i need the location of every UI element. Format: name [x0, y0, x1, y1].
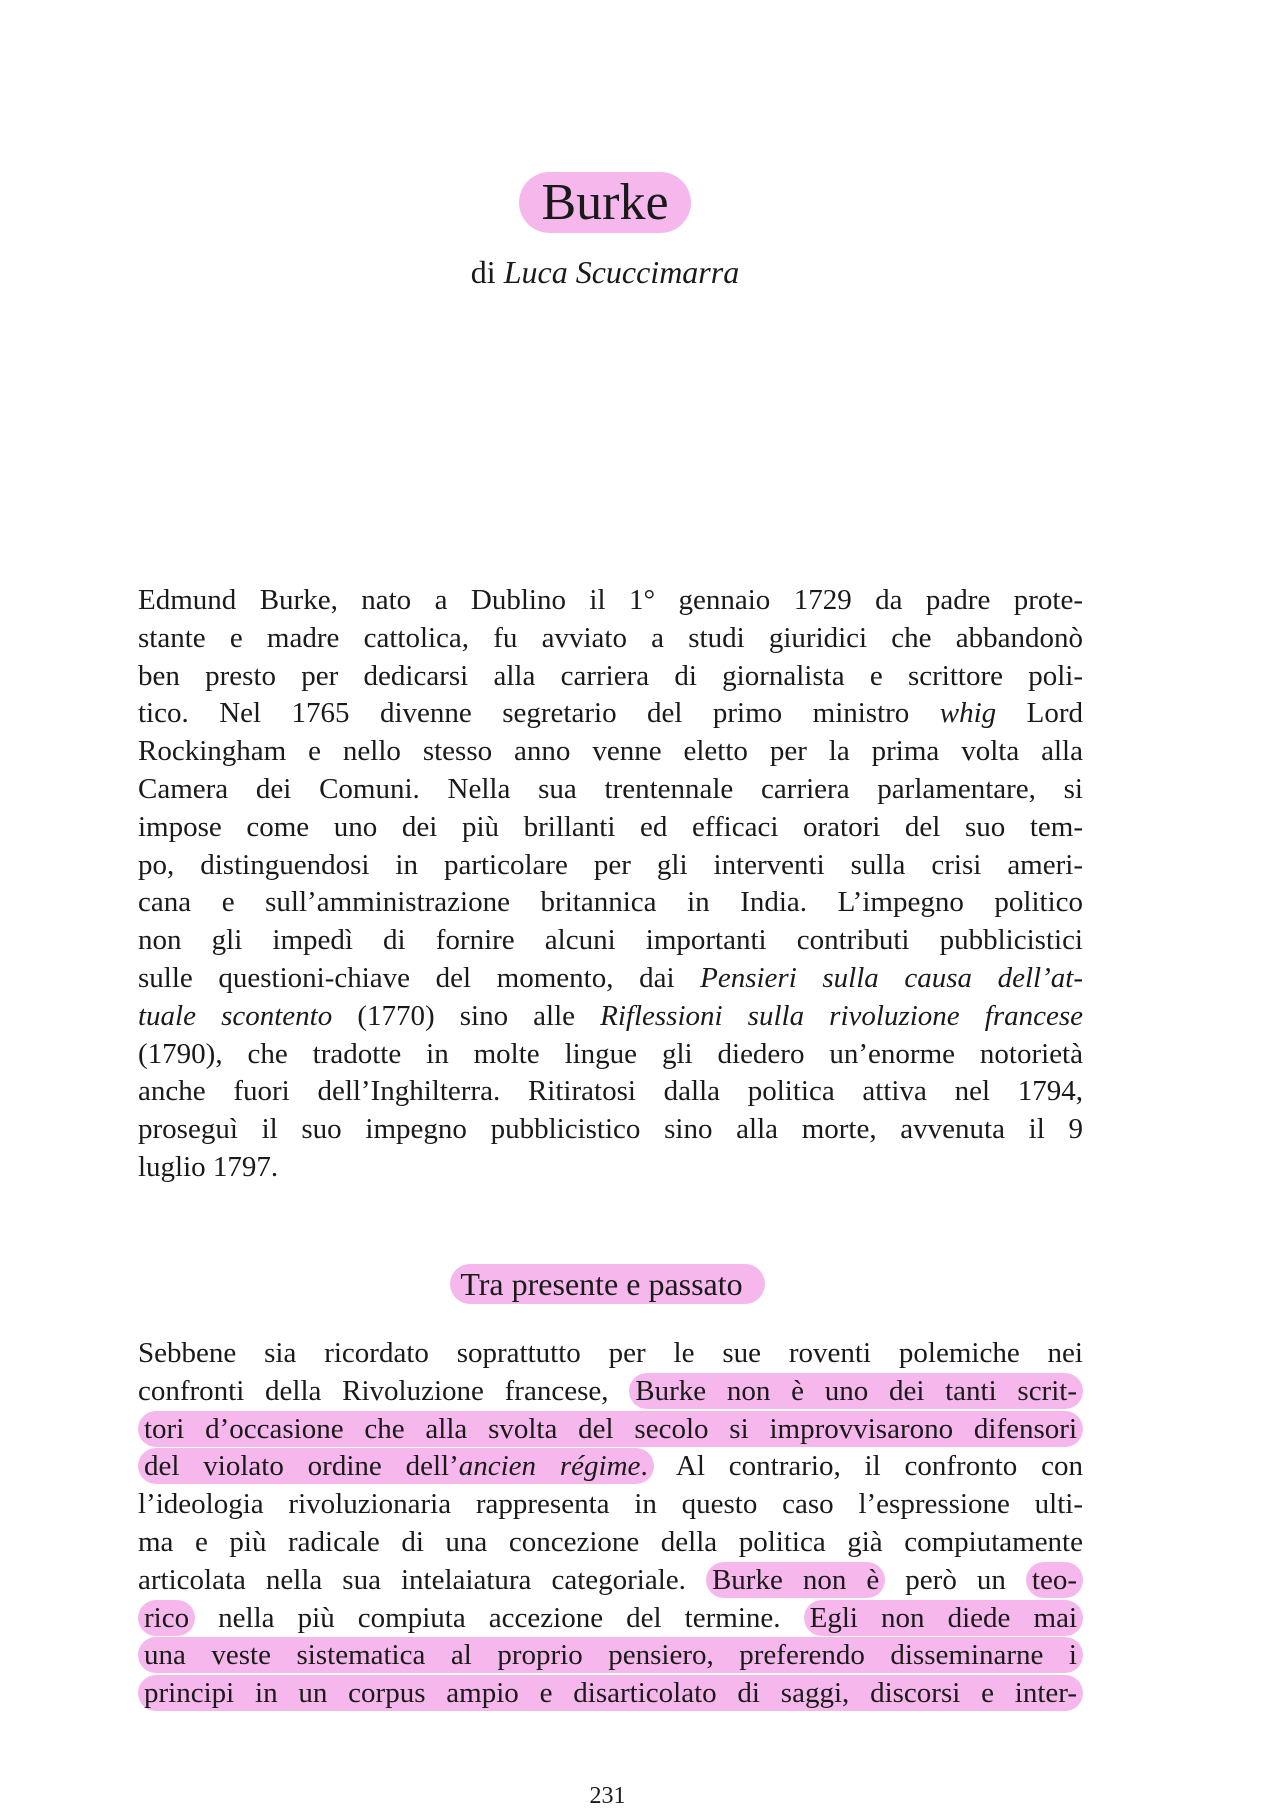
text-segment: però un	[885, 1563, 1026, 1596]
chapter-title-text: Burke	[519, 172, 690, 233]
highlighted-text: tori d’occasione che alla svolta del secolo si improvvisarono difensori	[138, 1411, 1083, 1447]
highlighted-text: Burke non è uno dei tanti scrit-	[629, 1373, 1083, 1409]
text-line	[138, 1675, 1083, 1713]
text-line: ma e più radicale di una concezione della politica già compiutamente	[138, 1525, 1083, 1558]
text-segment: confronti della Rivoluzione francese,	[138, 1374, 630, 1407]
italic-title: Riflessioni sulla rivoluzione francese	[600, 999, 1083, 1032]
section-heading-text: Tra presente e passato	[450, 1264, 764, 1304]
highlighted-text	[138, 1448, 654, 1484]
text-segment: nella più compiuta accezione del termine.	[195, 1601, 804, 1634]
text-line: luglio 1797.	[138, 1150, 279, 1183]
section-paragraph	[138, 1335, 1083, 1713]
text-line: Camera dei Comuni. Nella sua trentennale carriera parlamentare, si	[138, 772, 1083, 805]
text-segment: articolata nella sua intelaiatura categoriale.	[138, 1563, 706, 1596]
text-line: Rockingham e nello stesso anno venne eletto per la prima volta alla	[138, 735, 1083, 768]
text-segment: sulle questioni-chiave del momento, dai	[138, 961, 701, 994]
highlighted-text: una veste sistematica al proprio pensiero, preferendo disseminarne i	[138, 1637, 1083, 1673]
text-line: Sebbene sia ricordato soprattutto per le sue roventi polemiche nei	[138, 1337, 1083, 1369]
text-line	[138, 960, 1083, 998]
text-line	[138, 1448, 1083, 1486]
text-segment: del violato ordine dell’	[144, 1450, 459, 1483]
highlighted-text: teo-	[1026, 1562, 1083, 1598]
text-line: stante e madre cattolica, fu avviato a studi giuridici che abbandonò	[138, 621, 1083, 654]
page-number: 231	[589, 1783, 626, 1809]
italic-title: tuale scontento	[138, 999, 333, 1032]
text-line: (1790), che tradotte in molte lingue gli diedero un’enorme notorietà	[138, 1037, 1083, 1070]
text-line	[138, 1411, 1083, 1449]
text-line: Edmund Burke, nato a Dublino il 1° gennaio 1729 da padre prote-	[138, 584, 1083, 616]
author-name: Luca Scuccimarra	[503, 254, 740, 290]
text-segment: Al contrario, il confronto con	[653, 1450, 1083, 1483]
text-line: impose come uno dei più brillanti ed efficaci oratori del suo tem-	[138, 810, 1083, 843]
author-prefix: di	[470, 254, 496, 290]
text-line: l’ideologia rivoluzionaria rappresenta in questo caso l’espressione ulti-	[138, 1488, 1083, 1521]
text-segment: .	[640, 1450, 648, 1483]
highlighted-text: Egli non diede mai	[804, 1600, 1083, 1636]
text-line: ben presto per dedicarsi alla carriera di giornalista e scrittore poli-	[138, 659, 1083, 692]
text-line	[138, 1637, 1083, 1675]
text-line: proseguì il suo impegno pubblicistico sino alla morte, avvenuta il 9	[138, 1113, 1083, 1146]
text-line: non gli impedì di fornire alcuni importanti contributi pubblicistici	[138, 924, 1083, 957]
text-line	[138, 695, 1083, 733]
biography-paragraph	[138, 582, 1083, 1187]
text-line: po, distinguendosi in particolare per gli interventi sulla crisi ameri-	[138, 848, 1083, 881]
italic-term: whig	[939, 697, 997, 730]
text-line	[138, 1373, 1083, 1411]
highlighted-text: rico	[138, 1600, 195, 1636]
highlighted-text: Burke non è	[706, 1562, 885, 1598]
italic-title: Pensieri sulla causa dell’at-	[700, 961, 1083, 994]
highlighted-text: principi in un corpus ampio e disarticolato di saggi, discorsi e inter-	[138, 1675, 1083, 1711]
chapter-title	[0, 168, 1210, 238]
text-line	[138, 1562, 1083, 1600]
text-segment: (1770) sino alle	[332, 999, 601, 1032]
text-segment: Lord	[996, 697, 1084, 730]
text-line	[138, 998, 1083, 1036]
text-line: cana e sull’amministrazione britannica in India. L’impegno politico	[138, 886, 1083, 919]
text-line	[138, 1600, 1083, 1638]
text-segment: tico. Nel 1765 divenne segretario del primo ministro	[138, 697, 940, 730]
author-line	[0, 250, 1210, 294]
section-heading	[0, 1262, 1215, 1306]
italic-term: ancien régime	[458, 1450, 641, 1483]
text-line: anche fuori dell’Inghilterra. Ritiratosi dalla politica attiva nel 1794,	[138, 1075, 1083, 1108]
